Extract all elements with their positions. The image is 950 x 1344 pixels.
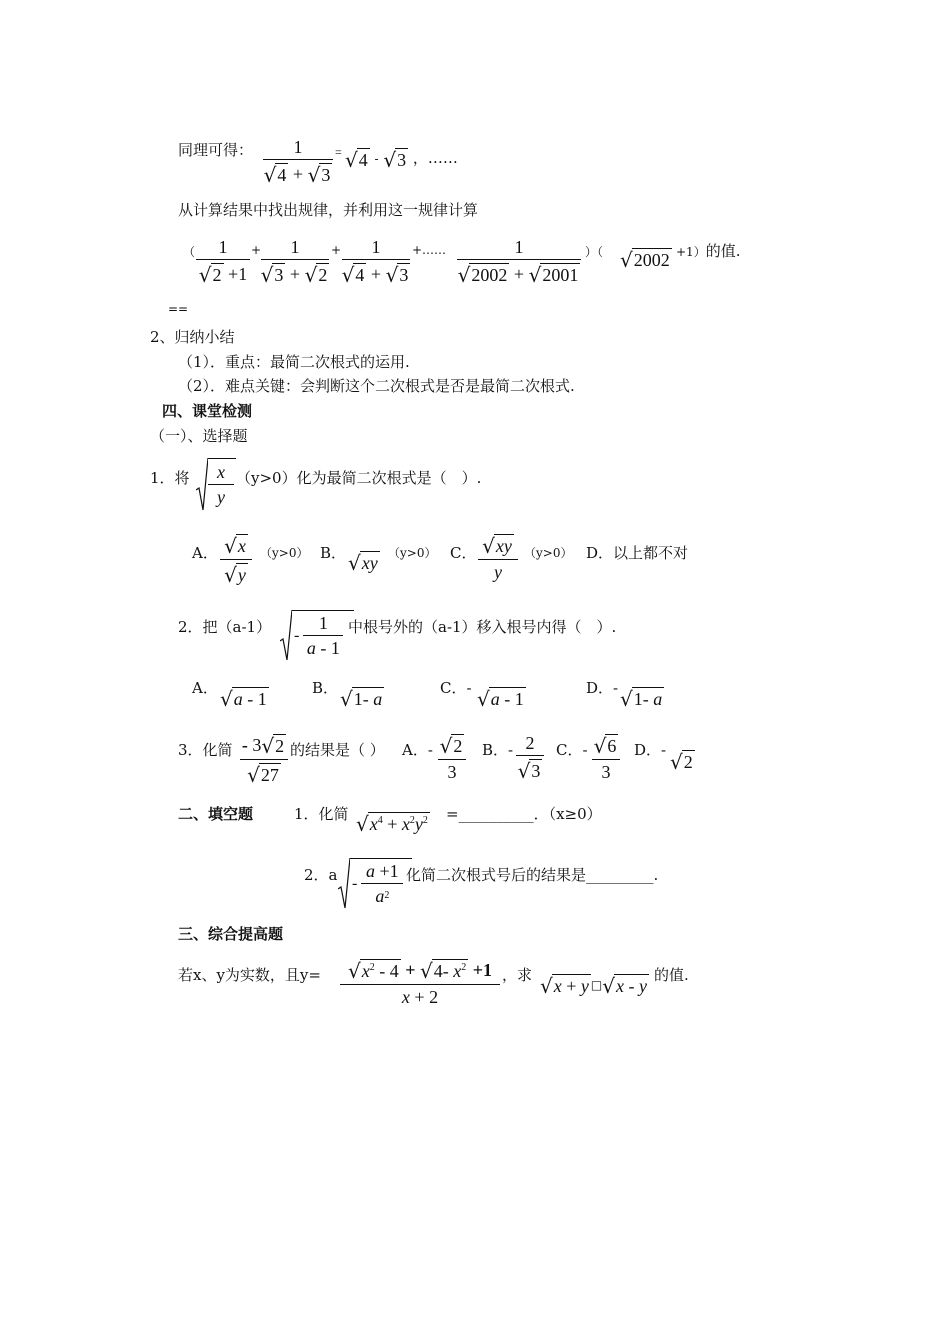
frac-sqrt2-plus-1: 1 √ 2 +1 (196, 238, 250, 285)
sqrt-2002: √ 2002 (620, 247, 670, 272)
q2-option-a-value: √ a - 1 (220, 686, 267, 711)
q2-option-c-value: √ a - 1 (477, 686, 524, 711)
p3-close: ）（ (585, 245, 604, 259)
frac-sqrt3-plus-sqrt2: 1 √ 3 + √ 2 (260, 237, 328, 287)
summary-item-1: （1）．重点：最简二次根式的运用. (178, 353, 410, 371)
q2-option-b-label: B． (312, 679, 339, 697)
q3-option-d-value: √ 2 (670, 749, 693, 774)
fill-q1-radical: √ $x^4 + x^2y^2$ (356, 811, 428, 836)
section-4-sub: （一）、选择题 (150, 427, 248, 445)
q1-option-a-cond: （y>0） (260, 546, 309, 560)
plus-1: + (251, 243, 262, 257)
q2-option-c-label: C．- (440, 679, 472, 697)
comp-expression: √ x + y □ √ x - y (540, 973, 647, 998)
q1-option-c-label: C． (450, 544, 477, 562)
q3-option-c-label: C．- (556, 741, 588, 759)
fill-q2-prefix: 2．a (304, 866, 338, 884)
comp-prefix: 若x、y为实数，且y= (178, 966, 321, 984)
q2-option-b-value: √ 1- a (340, 686, 383, 711)
q2-radical: - 1 a - 1 (280, 610, 354, 660)
q1-radical-x-over-y: $\frac{x}{y}$ (196, 458, 236, 510)
q2-option-d-value: √ 1- a (620, 686, 663, 711)
equals-sign: = (335, 145, 342, 159)
summary-heading: 2、归纳小结 (150, 328, 235, 346)
q3-option-b-label: B．- (482, 741, 514, 759)
fill-q2-radical: - a +1 a 2 (338, 858, 412, 908)
p1-prefix: 同理可得： (178, 141, 254, 159)
plus-dots: +…… (412, 243, 447, 257)
fill-q1-suffix: =__________．（x≥0） (446, 805, 602, 823)
double-equals: == (168, 302, 189, 316)
frac-sqrt4-plus-sqrt3: 1 √ 4 + √ 3 (341, 237, 409, 287)
q1-option-c-cond: （y>0） (524, 546, 573, 560)
q1-option-b-value: √ xy (348, 550, 378, 575)
q3-option-d-label: D．- (634, 741, 667, 759)
q2-option-a-label: A． (192, 679, 218, 697)
q2-prefix: 2．把（a-1） (178, 618, 272, 636)
q1-option-a-value: √ x √ y (220, 534, 252, 585)
q3-fraction: - 3 √ 2 √ 27 (240, 734, 288, 785)
frac-sqrt2002-plus-sqrt2001: 1 √ 2002 + √ 2001 (457, 238, 581, 285)
q3-prefix: 3．化简 (178, 741, 233, 759)
q3-suffix: 的结果是（ ） (290, 741, 385, 759)
plus-2: + (331, 243, 342, 257)
fill-q1-prefix: 1．化简 (294, 805, 349, 823)
comp-suffix: 的值. (654, 966, 689, 984)
q1-option-b-cond: （y>0） (388, 546, 437, 560)
q2-suffix: 中根号外的（a-1）移入根号内得（ ）. (348, 618, 617, 636)
summary-item-2: （2）．难点关键：会判断这个二次根式是否是最简二次根式. (178, 377, 575, 395)
q3-option-c-value: √ 6 3 (592, 734, 620, 781)
p3-open: （ (183, 245, 196, 259)
q1-prefix: 1．将 (150, 469, 190, 487)
fill-heading: 二、填空题 (178, 805, 254, 823)
comp-mid: ，求 (502, 966, 533, 984)
q1-option-a-label: A． (192, 544, 218, 562)
p2-text: 从计算结果中找出规律，并利用这一规律计算 (178, 201, 479, 219)
q3-option-a-value: √ 2 3 (438, 734, 466, 781)
section-4-heading: 四、课堂检测 (162, 402, 253, 420)
q2-option-d-label: D．- (586, 679, 619, 697)
p1-rhs: √ 4 - √ 3 ，…… (345, 147, 458, 172)
q3-option-a-label: A．- (402, 741, 433, 759)
comp-fraction: √ $x^2 - 4$ + √ 4- $x^2$ +1 x + 2 (340, 959, 500, 1006)
p3-plus1: +1）的值. (676, 242, 741, 260)
q1-option-d: D．以上都不对 (586, 544, 689, 562)
comp-heading: 三、综合提高题 (178, 925, 284, 943)
q1-option-c-value: √ xy y (478, 534, 518, 581)
q3-option-b-value: 2 √ 3 (516, 734, 544, 781)
fill-q2-suffix: 化简二次根式号后的结果是_________. (406, 866, 659, 884)
q1-option-b-label: B． (320, 544, 347, 562)
frac-1-over-sqrt4-plus-sqrt3: 1 √ 4 + √ 3 (263, 138, 333, 185)
q1-cond: （y>0）化为最简二次根式是（ ）. (236, 469, 482, 487)
